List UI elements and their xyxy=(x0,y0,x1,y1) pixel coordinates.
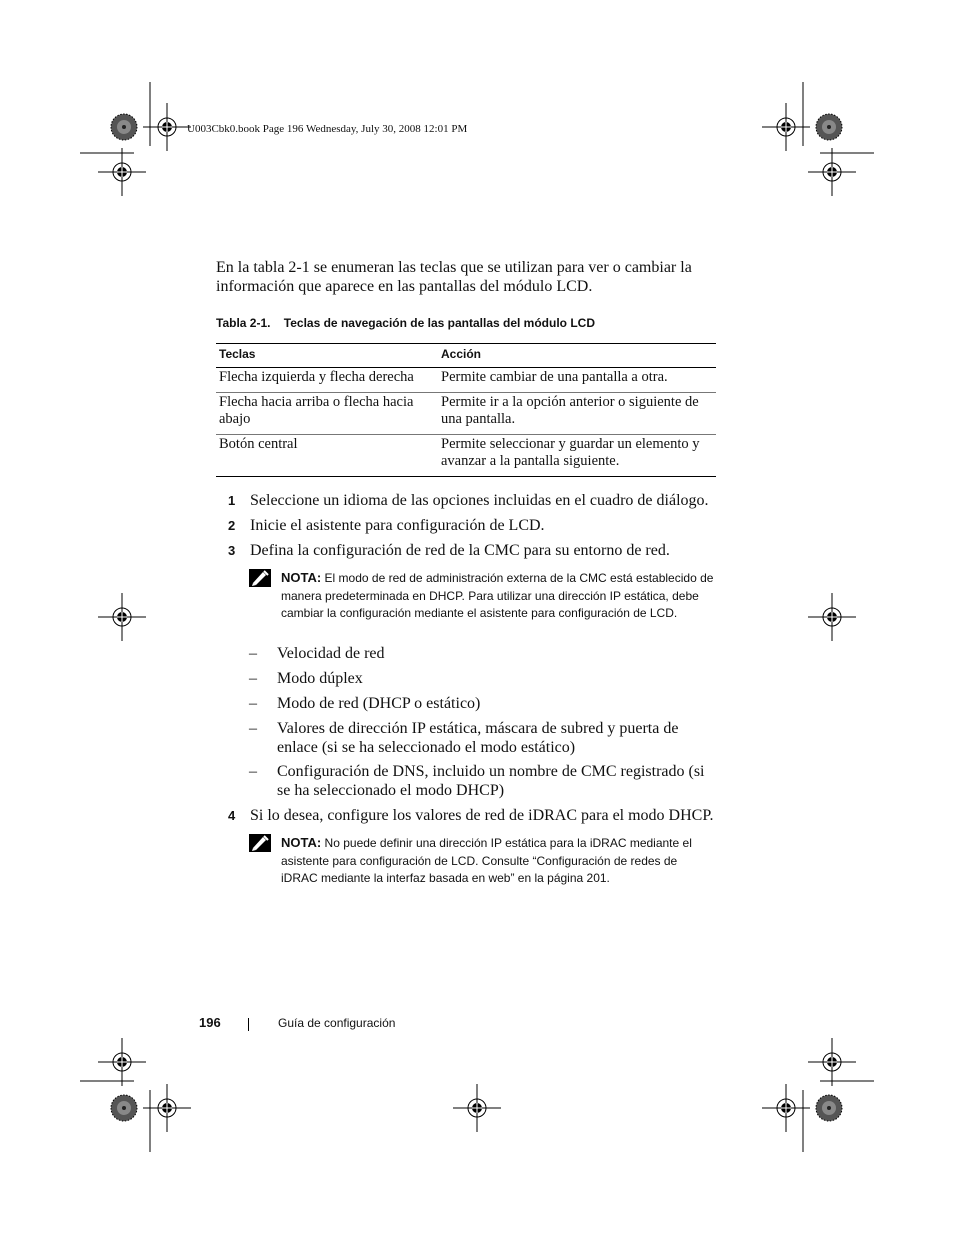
dash-bullet: – xyxy=(249,695,257,712)
step-number: 1 xyxy=(228,493,236,508)
action-cell: Permite ir a la opción anterior o siguiente de una pantalla. xyxy=(438,393,716,435)
pencil-note-icon xyxy=(249,834,271,852)
dash-bullet: – xyxy=(249,670,257,687)
key-cell: Flecha hacia arriba o flecha hacia abajo xyxy=(216,393,438,435)
footer-section-title: Guía de configuración xyxy=(278,1016,396,1030)
dash-bullet: – xyxy=(249,720,257,737)
list-item xyxy=(249,720,719,758)
table-row xyxy=(216,393,716,435)
note-label: NOTA: xyxy=(281,570,322,585)
note-label: NOTA: xyxy=(281,835,322,850)
action-cell: Permite cambiar de una pantalla a otra. xyxy=(438,368,716,393)
list-item-text: Configuración de DNS, incluido un nombre de CMC registrado (si se ha seleccionado el modo DHCP) xyxy=(277,763,705,799)
note-text: El modo de red de administración externa de la CMC está establecido de manera predeterminada en DHCP. Para utilizar una dirección IP estática, debe cambiar la configuración mediante el asistente para configuración de LCD. xyxy=(281,571,714,620)
list-item xyxy=(249,695,719,715)
note-2 xyxy=(249,834,719,890)
column-header-action: Acción xyxy=(438,344,716,368)
dash-bullet: – xyxy=(249,645,257,662)
note-body xyxy=(281,834,717,888)
dash-bullet: – xyxy=(249,763,257,780)
footer-divider xyxy=(248,1018,249,1031)
step-text: Inicie el asistente para configuración de LCD. xyxy=(250,517,545,534)
step-text: Si lo desea, configure los valores de red de iDRAC para el modo DHCP. xyxy=(250,807,714,824)
action-cell: Permite seleccionar y guardar un elemento y avanzar a la pantalla siguiente. xyxy=(438,435,716,477)
step-number: 2 xyxy=(228,518,236,533)
navigation-keys-table xyxy=(216,343,716,477)
intro-paragraph: En la tabla 2-1 se enumeran las teclas que se utilizan para ver o cambiar la información que aparece en las pantallas del módulo LCD. xyxy=(216,259,692,295)
note-1 xyxy=(249,569,719,641)
step-1 xyxy=(228,492,718,512)
list-item-text: Velocidad de red xyxy=(277,645,385,662)
table-header-row xyxy=(216,344,716,368)
step-text: Defina la configuración de red de la CMC para su entorno de red. xyxy=(250,542,670,559)
table-row xyxy=(216,368,716,393)
list-item-text: Modo dúplex xyxy=(277,670,363,687)
note-body xyxy=(281,569,717,623)
key-cell: Flecha izquierda y flecha derecha xyxy=(216,368,438,393)
column-header-keys: Teclas xyxy=(216,344,438,368)
key-cell: Botón central xyxy=(216,435,438,477)
list-item xyxy=(249,645,719,665)
list-item-text: Valores de dirección IP estática, máscara de subred y puerta de enlace (si se ha seleccionado el modo estático) xyxy=(277,720,679,756)
step-3 xyxy=(228,542,718,562)
table-caption: Tabla 2-1. Teclas de navegación de las pantallas del módulo LCD xyxy=(216,316,595,330)
step-number: 4 xyxy=(228,808,236,823)
step-2 xyxy=(228,517,718,537)
step-4 xyxy=(228,807,718,827)
list-item xyxy=(249,670,719,690)
note-text: No puede definir una dirección IP estática para la iDRAC mediante el asistente para configuración de LCD. Consulte “Configuración de redes de iDRAC mediante la interfaz basada en web” en la página 201. xyxy=(281,836,692,885)
page-number: 196 xyxy=(199,1015,221,1030)
book-slug-header: U003Cbk0.book Page 196 Wednesday, July 30, 2008 12:01 PM xyxy=(187,123,468,135)
step-text: Seleccione un idioma de las opciones incluidas en el cuadro de diálogo. xyxy=(250,492,709,509)
table-row xyxy=(216,435,716,477)
list-item xyxy=(249,763,719,801)
list-item-text: Modo de red (DHCP o estático) xyxy=(277,695,481,712)
step-number: 3 xyxy=(228,543,236,558)
pencil-note-icon xyxy=(249,569,271,587)
